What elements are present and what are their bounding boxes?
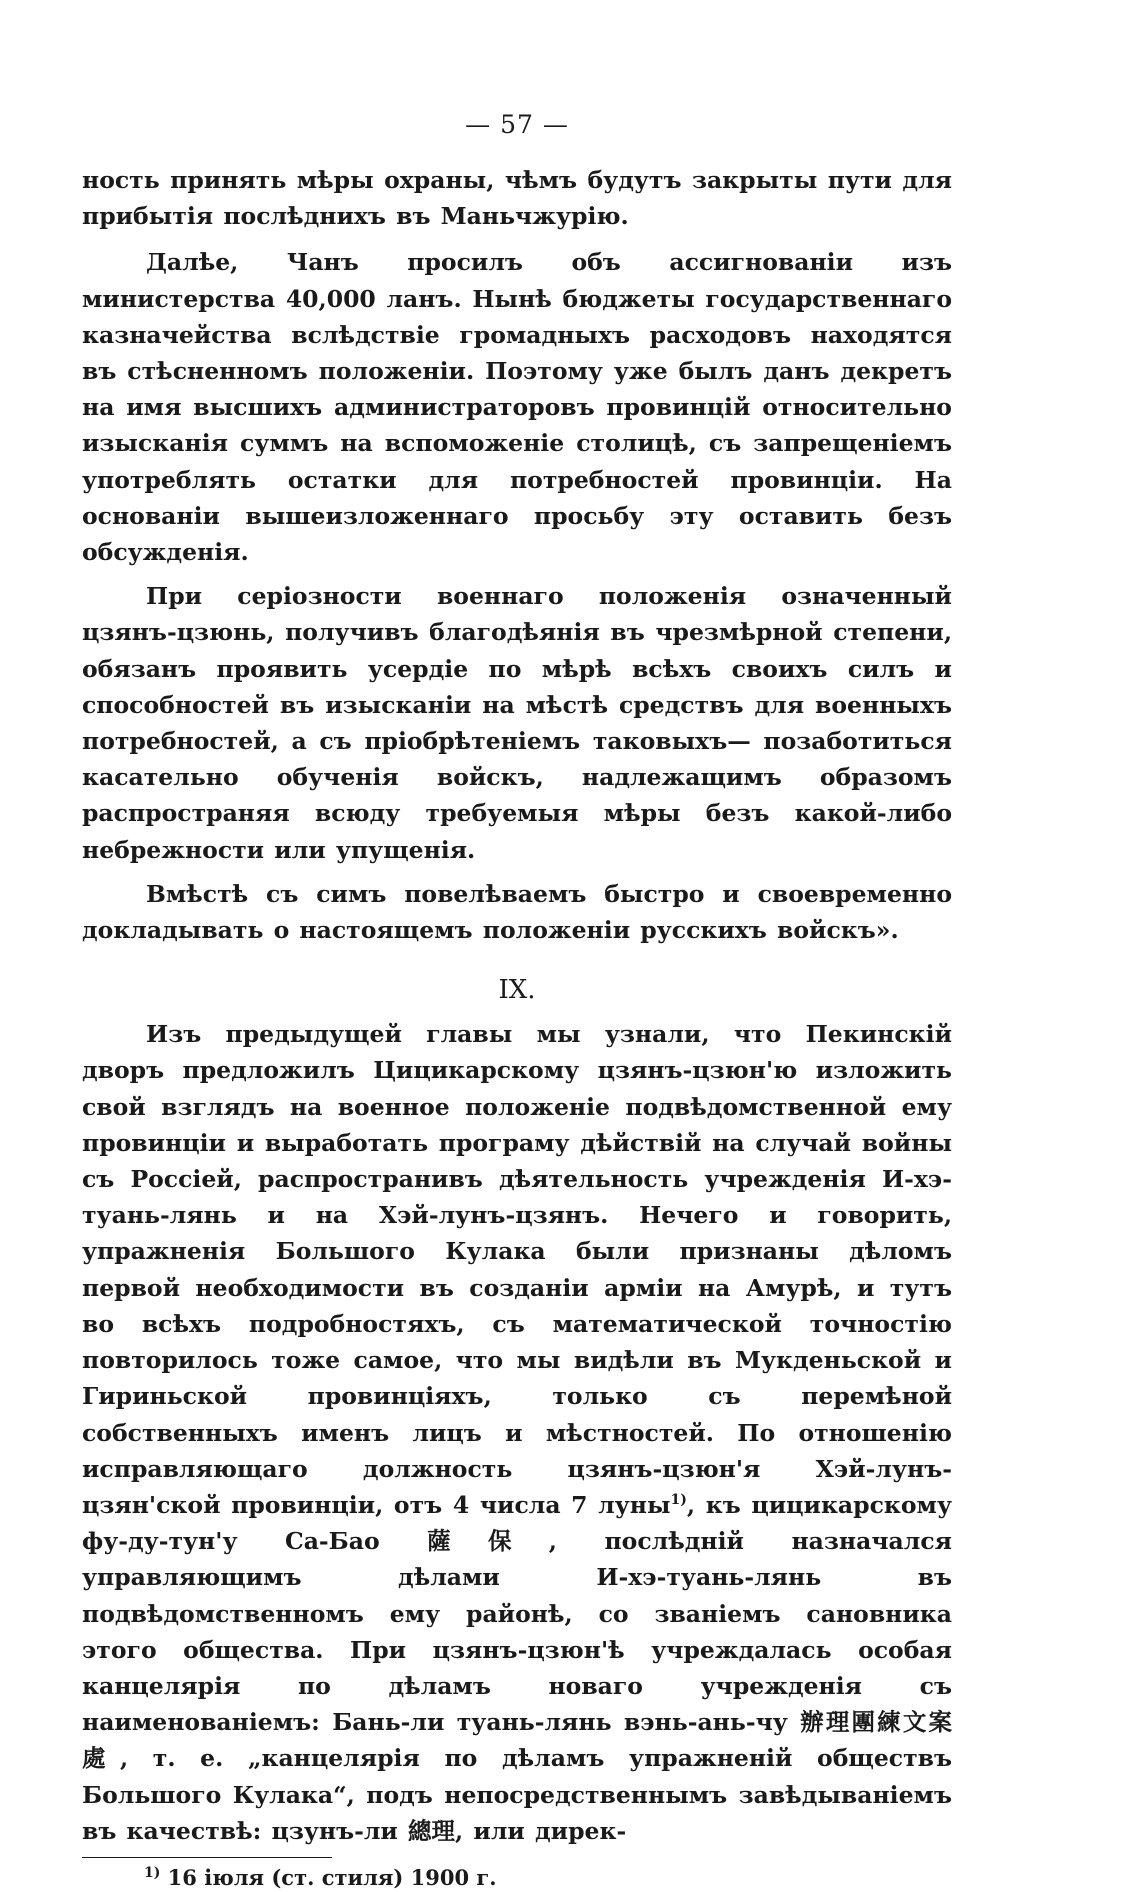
footnote-text: 16 іюля (ст. стиля) 1900 г. (160, 1864, 497, 1890)
paragraph-continuation: ность принять мѣры охраны, чѣмъ будутъ закрыты пути для прибытія послѣднихъ въ Маньчжурію. (82, 166, 952, 231)
footnote-reference: 1) (670, 1492, 687, 1509)
chapter-body-part1: Изъ предыдущей главы мы узнали, что Пекинскій дворъ предложилъ Цицикарскому цзянъ-цзюн'ю изложить свой взглядъ на военное положеніе подвѣдомственной ему провинціи и выработать програму дѣйствій на случай войны съ Россіей, распространивъ дѣятельность учрежденія И-хэ-туань-лянь и на Хэй-лунъ-цзянъ. Нечего и говорить, упражненія Большого Кулака были признаны дѣломъ первой необходимости въ созданіи арміи на Амурѣ, и тутъ во всѣхъ подробностяхъ, съ математической точностію повторилось тоже самое, что мы видѣли въ Мукденьской и Гириньской провинціяхъ, только съ перемѣной собственныхъ именъ лицъ и мѣстностей. По отношенію исправляющаго должность цзянъ-цзюн'я Хэй-лунъ-цзян'ской провинціи, отъ 4 числа 7 луны (82, 1020, 952, 1519)
paragraph-funding-request: Далѣе, Чанъ просилъ объ ассигнованіи изъ министерства 40,000 ланъ. Нынѣ бюджеты государственнаго казначейства вслѣдствіе громадныхъ расходовъ находятся въ стѣсненномъ положеніи. Поэтому уже былъ данъ декретъ на имя высшихъ администраторовъ провинцій относительно изысканія суммъ на вспоможеніе столицѣ, съ запрещеніемъ употреблять остатки для потребностей провинціи. На основаніи вышеизложеннаго просьбу эту оставить безъ обсужденія. (82, 248, 952, 567)
page-number: — 57 — (465, 110, 569, 139)
document-page (82, 108, 952, 1892)
paragraph-report-order: Вмѣстѣ съ симъ повелѣваемъ быстро и своевременно докладывать о настоящемъ положеніи русскихъ войскъ». (82, 879, 952, 945)
paragraph-chapter-body (82, 1016, 952, 1849)
chapter-heading: IX. (498, 975, 536, 1006)
paragraph-military-situation: При серіозности военнаго положенія означенный цзянъ-цзюнь, получивъ благодѣянія въ чрезмѣрной степени, обязанъ проявить усердіе по мѣрѣ всѣхъ своихъ силъ и способностей въ изысканіи на мѣстѣ средствъ для военныхъ потребностей, а съ пріобрѣтеніемъ таковыхъ— позаботиться касательно обученія войскъ, надлежащимъ образомъ распространяя всюду требуемыя мѣры безъ какой-либо небрежности или упущенія. (82, 582, 952, 864)
footnote-divider (82, 1857, 332, 1858)
chapter-body-part2: , къ цицикарскому фу-ду-тун'у Са-Бао 薩保, послѣдній назначался управляющимъ дѣлами И-хэ-туань-лянь въ подвѣдомственномъ ему районѣ, со званіемъ сановника этого общества. При цзянъ-цзюн'ѣ учреждалась особая канцелярія по дѣламъ новаго учрежденія съ наименованіемъ: Бань-ли туань-лянь вэнь-ань-чу 辦理團練文案處, т. е. „канцелярія по дѣламъ упражненій обществъ Большого Кулака“, подъ непосредственнымъ завѣдываніемъ въ качествѣ: цзунъ-ли 總理, или дирек- (82, 1490, 952, 1845)
footnote (82, 1864, 952, 1892)
footnote-marker: 1) (144, 1864, 161, 1881)
